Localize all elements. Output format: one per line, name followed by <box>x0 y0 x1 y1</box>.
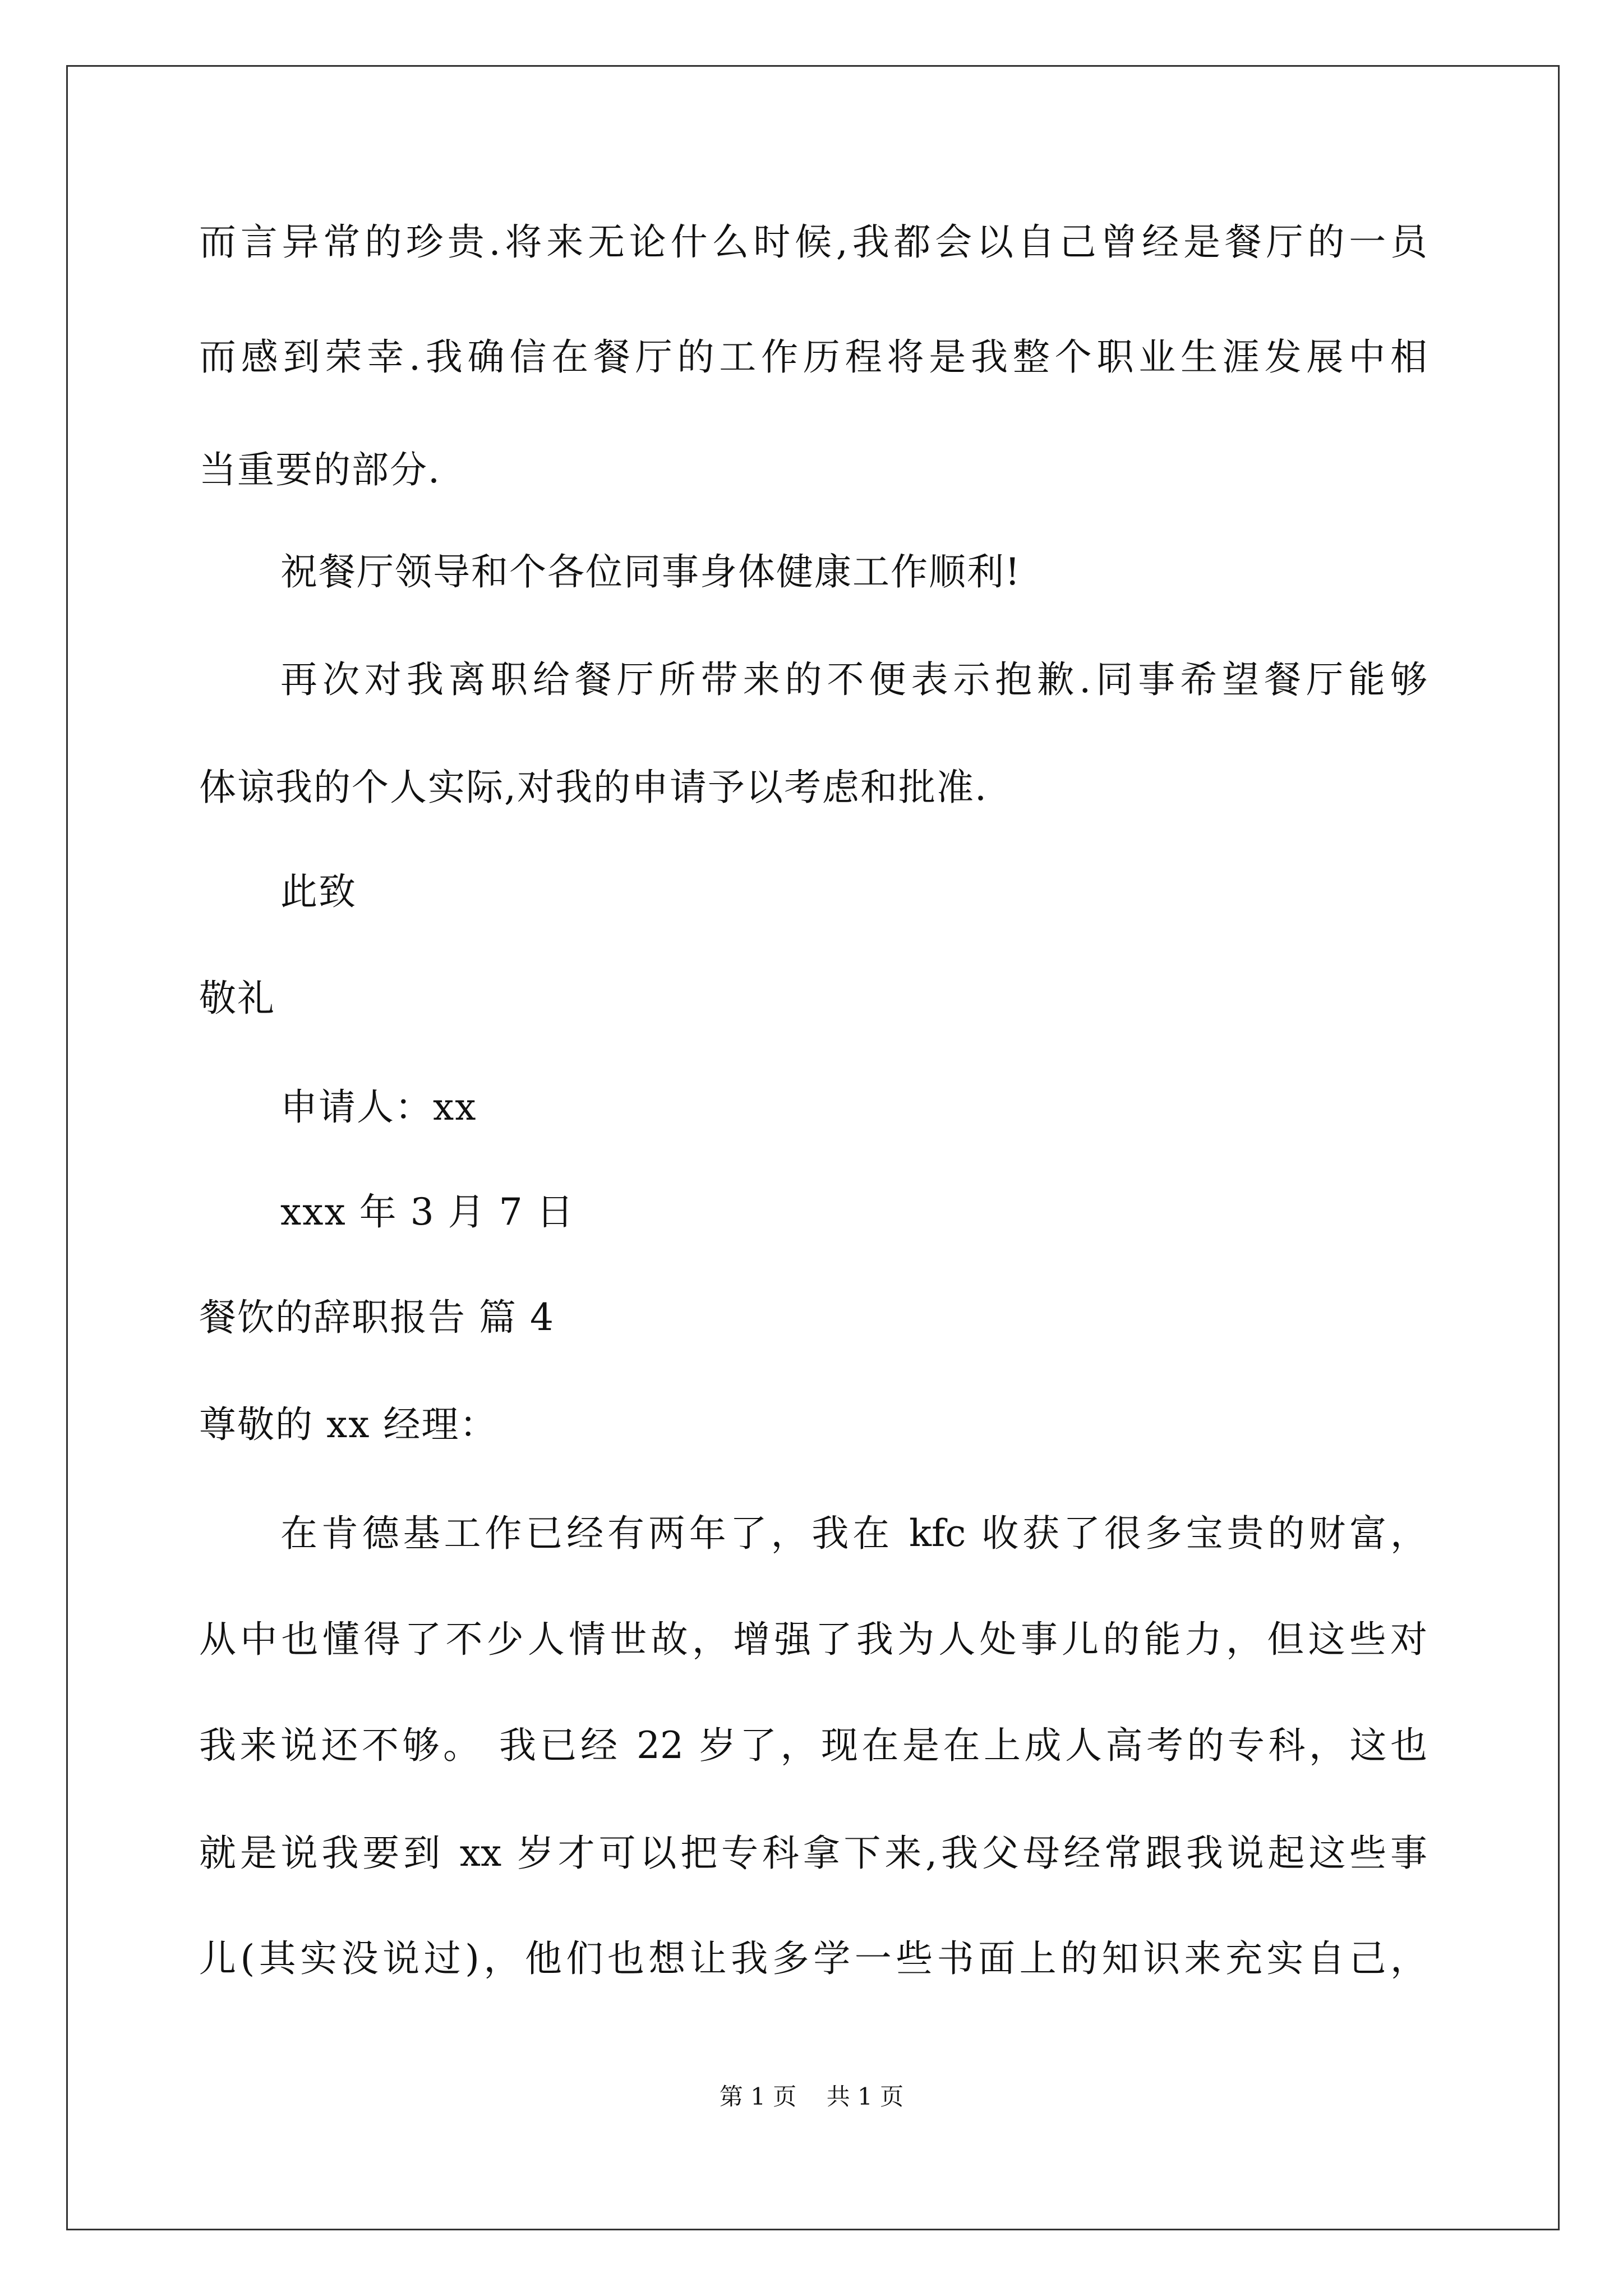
body-line-15: 我来说还不够。 我已经 22 岁了，现在是在上成人高考的专科，这也 <box>199 1724 1427 1767</box>
body-line-16: 就是说我要到 xx 岁才可以把专科拿下来,我父母经常跟我说起这些事 <box>199 1832 1427 1875</box>
letter-greeting: 尊敬的 xx 经理： <box>199 1403 498 1446</box>
body-line-6: 体谅我的个人实际,对我的申请予以考虑和批准. <box>199 766 988 809</box>
salutation-cizhi: 此致 <box>280 870 357 913</box>
closing-wish: 祝餐厅领导和个各位同事身体健康工作顺利! <box>280 550 1021 593</box>
page-footer: 第 1 页 共 1 页 <box>719 2083 904 2110</box>
body-line-2: 而感到荣幸.我确信在餐厅的工作历程将是我整个职业生涯发展中相 <box>199 335 1427 379</box>
body-line-13: 在肯德基工作已经有两年了，我在 kfc 收获了很多宝贵的财富， <box>280 1512 1427 1555</box>
date-line: xxx 年 3 月 7 日 <box>280 1190 575 1234</box>
section-heading: 餐饮的辞职报告 篇 4 <box>199 1296 555 1339</box>
salutation-jingli: 敬礼 <box>199 977 275 1020</box>
body-line-14: 从中也懂得了不少人情世故，增强了我为人处事儿的能力，但这些对 <box>199 1618 1427 1661</box>
body-line-17: 儿(其实没说过)，他们也想让我多学一些书面上的知识来充实自己， <box>199 1937 1427 1980</box>
applicant-line: 申请人：xx <box>280 1085 477 1129</box>
page-border <box>66 65 1560 2230</box>
body-line-5: 再次对我离职给餐厅所带来的不便表示抱歉.同事希望餐厅能够 <box>280 658 1427 701</box>
body-line-1: 而言异常的珍贵.将来无论什么时候,我都会以自己曾经是餐厅的一员 <box>199 220 1427 264</box>
body-line-3: 当重要的部分. <box>199 448 441 491</box>
